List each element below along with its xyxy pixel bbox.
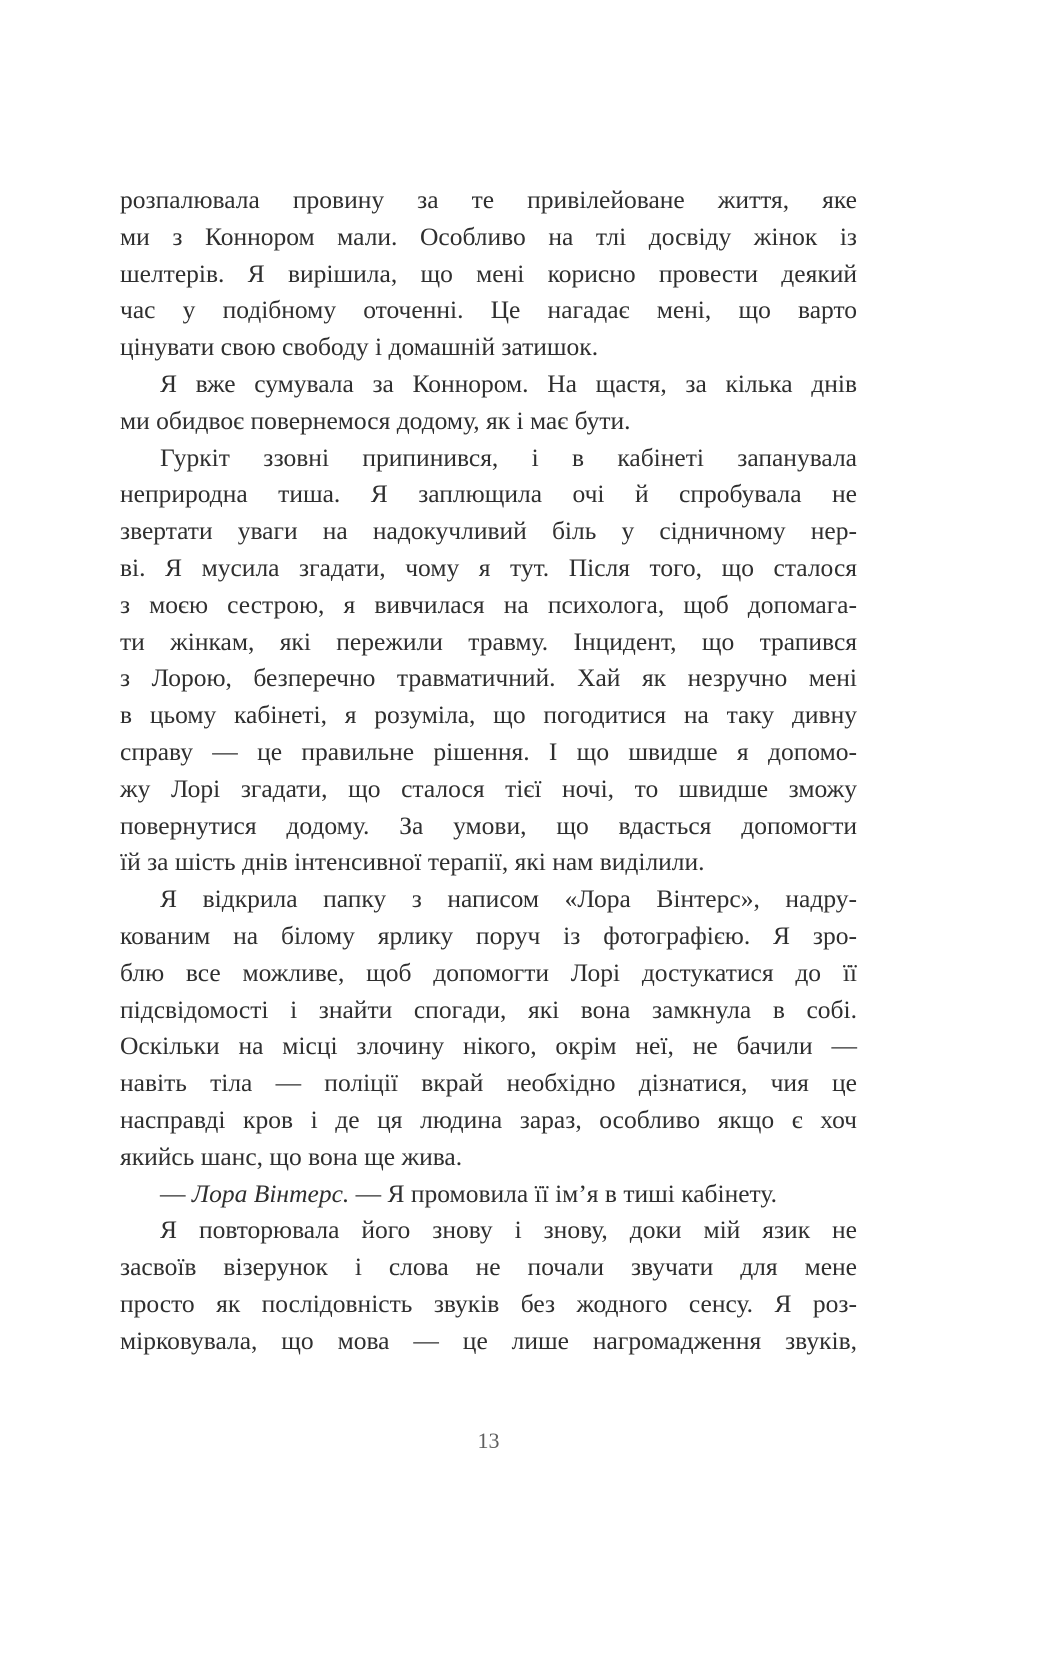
- text-line: [120, 1176, 857, 1213]
- paragraph: [120, 1212, 857, 1359]
- text-line: Я вже сумувала за Коннором. На щастя, за кілька днів: [160, 368, 857, 398]
- paragraph: [120, 440, 857, 882]
- text-line: ми обидвоє повернемося додому, як і має бути.: [120, 405, 631, 435]
- text-line: підсвідомості і знайти спогади, які вона замкнула в собі.: [120, 994, 857, 1024]
- text-line: з моєю сестрою, я вивчилася на психолога, щоб допомага-: [120, 589, 857, 619]
- text-line: мірковувала, що мова — це лише нагромадження звуків,: [120, 1325, 857, 1355]
- text-line: засвоїв візерунок і слова не почали звучати для мене: [120, 1252, 857, 1282]
- text-line: Я повторювала його знову і знову, доки мій язик не: [160, 1215, 857, 1245]
- text-line: навіть тіла — поліції вкрай необхідно дізнатися, чия це: [120, 1068, 857, 1098]
- text-line: розпалювала провину за те привілейоване життя, яке: [120, 185, 857, 214]
- text-line: якийсь шанс, що вона ще жива.: [120, 1141, 463, 1171]
- text-line: час у подібному оточенні. Це нагадає мені, що варто: [120, 295, 857, 325]
- text-line: блю все можливе, щоб допомогти Лорі достукатися до її: [120, 957, 857, 987]
- text-line: Гуркіт ззовні припинився, і в кабінеті запанувала: [160, 442, 857, 472]
- page-number: 13: [477, 1428, 500, 1453]
- paragraph: [120, 881, 857, 1175]
- text-line: шелтерів. Я вирішила, що мені корисно провести деякий: [120, 258, 857, 288]
- text-line: жу Лорі згадати, що сталося тієї ночі, то швидше зможу: [120, 773, 857, 803]
- dialogue-name-italic: Лора Вінтерс.: [191, 1178, 350, 1208]
- text-line: кованим на білому ярлику поруч із фотографією. Я зро-: [120, 920, 857, 950]
- text-line: ти жінкам, які пережили травму. Інцидент, що трапився: [120, 626, 857, 656]
- paragraph: [120, 182, 857, 366]
- dialogue-rest: — Я промовила її ім’я в тиші кабінету.: [349, 1178, 777, 1208]
- paragraph: [120, 366, 857, 440]
- text-line: цінувати свою свободу і домашній затишок.: [120, 332, 599, 362]
- text-line: в цьому кабінеті, я розуміла, що погодитися на таку дивну: [120, 700, 857, 730]
- text-line: Оскільки на місці злочину нікого, окрім неї, не бачили —: [120, 1031, 857, 1061]
- text-line: звертати уваги на надокучливий біль у сідничному нер-: [120, 516, 857, 546]
- page-text-block: [120, 182, 857, 1360]
- text-line: неприродна тиша. Я заплющила очі й спробувала не: [120, 479, 857, 509]
- text-line: ми з Коннором мали. Особливо на тлі досвіду жінок із: [120, 221, 857, 251]
- text-line: повернутися додому. За умови, що вдасться допомогти: [120, 810, 857, 840]
- text-line: їй за шість днів інтенсивної терапії, які нам виділили.: [120, 847, 705, 877]
- text-line: насправді кров і де ця людина зараз, особливо якщо є хоч: [120, 1104, 857, 1134]
- paragraph-dialogue: [120, 1176, 857, 1213]
- text-line: справу — це правильне рішення. І що швидше я допомо-: [120, 736, 857, 766]
- text-line: просто як послідовність звуків без жодного сенсу. Я роз-: [120, 1288, 857, 1318]
- dialogue-dash: —: [160, 1178, 192, 1208]
- text-line: Я відкрила папку з написом «Лора Вінтерс», надру-: [160, 884, 857, 914]
- text-line: ві. Я мусила згадати, чому я тут. Після того, що сталося: [120, 552, 857, 582]
- text-line: з Лорою, безперечно травматичний. Хай як незручно мені: [120, 663, 857, 693]
